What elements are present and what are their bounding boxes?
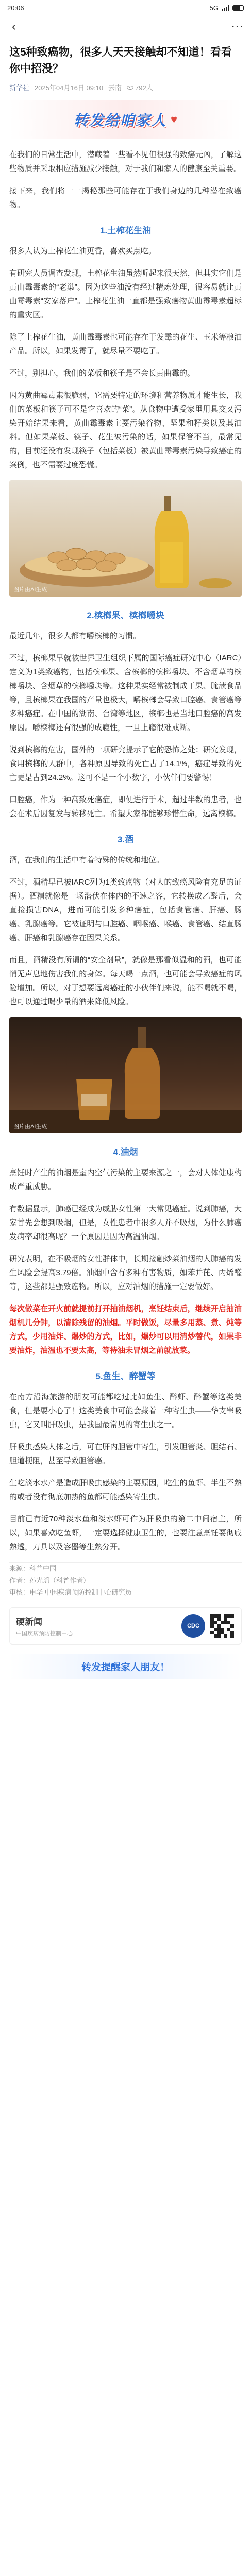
paragraph: 肝吸虫感染人体之后，可在肝内胆管中寄生，引发胆管炎、胆结石、胆道梗阻，甚至导致胆管癌。	[9, 1443, 242, 1465]
section-heading: 4.油烟	[113, 1147, 138, 1157]
paragraph: 目前已有近70种淡水鱼和淡水虾可作为肝吸虫的第二中间宿主，所以，如果喜欢吃鱼虾，一定要选择健康卫生的，也要注意烹饪要彻底熟透，刀具以及容器等生熟分开。	[9, 1515, 242, 1551]
section-heading: 3.酒	[117, 835, 134, 844]
paragraph: 不过，别担心，我们的菜板和筷子是不会长黄曲霉的。	[9, 369, 195, 378]
header-banner	[9, 100, 242, 139]
paragraph: 除了土榨花生油，黄曲霉毒素也可能存在于发霉的花生、玉米等粮油产品。所以，如果发霉了，就尽量不要吃了。	[9, 333, 242, 355]
paragraph: 不过，槟榔果早就被世界卫生组织下属的国际癌症研究中心（IARC）定义为1类致癌物，包括槟榔果、含槟榔的槟榔嚼块、不含烟草的槟榔嚼块、含烟草的槟榔嚼块等。这种果实经常被制成干果、腌渍食品等，且槟榔果在我国的产量也极大，嚼槟榔会导致口腔癌、食管癌等多种癌症。在中国的湖南、台湾等地区，槟榔也是当地口腔癌的高发原因。嚼槟榔还有很强的成瘾性，一旦上瘾很难戒断。	[9, 654, 242, 732]
status-icons	[210, 4, 244, 12]
paragraph: 酒，在我们的生活中有着特殊的传统和地位。	[9, 856, 164, 865]
view-count	[127, 82, 153, 92]
article-location: 云南	[108, 84, 122, 92]
qr-logo: 硬新闻	[16, 1617, 42, 1628]
article-source[interactable]: 新华社	[9, 84, 30, 92]
article	[0, 44, 251, 1679]
liquor-illustration	[9, 1017, 242, 1133]
article-meta	[9, 82, 242, 92]
paragraph: 而且，酒精没有所谓的“安全剂量”，就像是那看似温和的酒，也可能悄无声息地伤害我们的身体。每天喝一点酒，也可能会导致癌症的风险增加。所以，对于想要远离癌症的小伙伴们来说，能不喝就不喝，也可以通过喝少量的酒来降低风险。	[9, 956, 242, 1006]
status-bar	[0, 0, 251, 15]
paragraph: 口腔癌，作为一种高致死癌症，即便进行手术，超过半数的患者，也会在术后因复发与转移死亡。希望大家都能够珍惜生命，远离槟榔。	[9, 795, 242, 818]
photo-watermark: 图片由AI生成	[13, 587, 47, 593]
footer-source: 来源：科普中国	[9, 1565, 57, 1572]
peanut-oil-illustration	[9, 480, 242, 597]
liquor-photo	[9, 1017, 242, 1133]
paragraph: 在我们的日常生活中，潜藏着一些看不见但很强的致癌元凶，了解这些物质并采取相应措施减少接触，对于我们和家人的健康至关重要。	[9, 150, 242, 173]
cdc-badge-icon	[181, 1614, 205, 1638]
footer-review: 审核：申华 中国疾病预防控制中心研究员	[9, 1588, 132, 1596]
qr-code-icon[interactable]	[209, 1613, 235, 1639]
bottom-banner: 转发提醒家人朋友！	[9, 1654, 242, 1679]
paragraph: 最近几年，很多人都有嚼槟榔的习惯。	[9, 632, 141, 640]
paragraph: 每次做菜在开火前就提前打开抽油烟机，烹饪结束后，继续开启抽油烟机几分钟，以清除残留的油烟。平时做饭，尽量多用蒸、煮、炖等方式，少用油炸、爆炒的方式，比如，爆炒可以用清炒替代，如果非要油炸，油温也不要太高，等待油未冒烟之前就放菜。	[9, 1304, 242, 1355]
back-icon[interactable]: ‹	[12, 19, 16, 33]
article-title: 这5种致癌物，很多人天天接触却不知道！看看你中招没？	[9, 46, 232, 75]
battery-icon	[232, 5, 244, 11]
eye-icon	[127, 86, 133, 90]
nav-bar	[0, 15, 251, 38]
section-heading: 1.土榨花生油	[99, 226, 152, 235]
paragraph: 生吃淡水水产是造成肝吸虫感染的主要原因，吃生的鱼虾、半生不熟的或者没有彻底加热的鱼都可能感染寄生虫。	[9, 1479, 242, 1501]
qr-card-text	[16, 1615, 73, 1637]
paragraph: 说到槟榔的危害，国外的一项研究提示了它的恐怖之处：研究发现，食用槟榔的人群中，各种原因导致的死亡占了14.1%，癌症导致的死亡更是占到24.2%。这可不是一个小数字，小伙伴们要警惕！	[9, 745, 242, 782]
view-count-label: 792人	[135, 84, 153, 92]
heart-icon: ♥	[170, 113, 178, 126]
paragraph: 因为黄曲霉毒素很脆弱，它需要特定的环境和营养物质才能生长，我们的菜板和筷子可不是它喜欢的“菜”。从食物中遭受家里用具交叉污染开始结果来看，黄曲霉毒素主要污染谷物、坚果和籽类以及其油料。但如果菜板、筷子、花生被污染的话，如果保管不当，最常见的，目前还没有发现筷子（包括菜板）被黄曲霉毒素污染导致癌症的案例，也不需要过度恐慌。	[9, 391, 242, 469]
section-heading: 5.鱼生、醉蟹等	[95, 1371, 156, 1381]
banner-text: 转发给咱家人	[73, 112, 166, 129]
qr-card[interactable]	[9, 1607, 242, 1645]
paragraph: 研究表明，在不吸烟的女性群体中，长期接触炒菜油烟的人肺癌的发生风险会提高3.79倍。油烟中含有多种有害物质，如苯并芘、丙烯醛等，这些都是强致癌物。所以，应对油烟的措施一定要做好。	[9, 1255, 242, 1291]
section-heading: 2.槟榔果、槟榔嚼块	[87, 611, 164, 620]
badge-label: CDC	[187, 1623, 199, 1629]
status-time: 20:06	[7, 4, 24, 12]
paragraph: 烹饪时产生的油烟是室内空气污染的主要来源之一，会对人体健康构成严重威胁。	[9, 1168, 242, 1191]
paragraph: 有数据显示，肺癌已经成为威胁女性第一大常见癌症。说到肺癌，大家首先会想到吸烟，但是，女性患者中很多人并不吸烟，为什么肺癌发病率却很高呢？一个原因是因为高温油烟。	[9, 1205, 242, 1241]
qr-card-graphics	[181, 1613, 235, 1639]
paragraph: 接下来，我们将一一揭秘那些可能存在于我们身边的几种潜在致癌物。	[9, 187, 242, 209]
paragraph: 在南方沿海旅游的朋友可能都吃过比如鱼生、醉虾、醉蟹等这类美食，但是要小心了！这类美食中可能会藏着一种寄生虫——华支睾吸虫，它又叫肝吸虫，是我国最常见的寄生虫之一。	[9, 1393, 242, 1429]
article-date: 2025年04月16日 09:10	[35, 84, 103, 92]
signal-icon	[222, 5, 229, 11]
more-icon[interactable]: ⋯	[231, 20, 243, 33]
peanut-oil-photo	[9, 480, 242, 597]
paragraph: 有研究人员调查发现，土榨花生油虽然听起来很天然，但其实它们是黄曲霉毒素的“老巢”。因为这些油没有经过精炼处理，很容易就让黄曲霉毒素“安家落户”。土榨花生油一直都是强致癌物黄曲霉毒素超标的重灾区。	[9, 269, 242, 319]
qr-sub: 中国疾病预防控制中心	[16, 1631, 73, 1637]
paragraph: 不过，酒精早已被IARC列为1类致癌物（对人的致癌风险有充足的证据）。酒精就像是一场潜伏在体内的不速之客，它转换成乙醛后，会直接损害DNA，进而可能引发多种癌症，包括食管癌、肝癌、肠癌、乳腺癌等。它被证明与口腔癌、咽喉癌、喉癌、食管癌、结直肠癌、肝癌和乳腺癌存在因果关系。	[9, 878, 242, 942]
paragraph: 很多人认为土榨花生油更香，喜欢买点吃。	[9, 247, 157, 256]
network-label: 5G	[209, 4, 219, 12]
photo-watermark: 图片由AI生成	[13, 1124, 47, 1130]
footer-author: 作者：孙光瑶（科普作者）	[9, 1577, 90, 1584]
